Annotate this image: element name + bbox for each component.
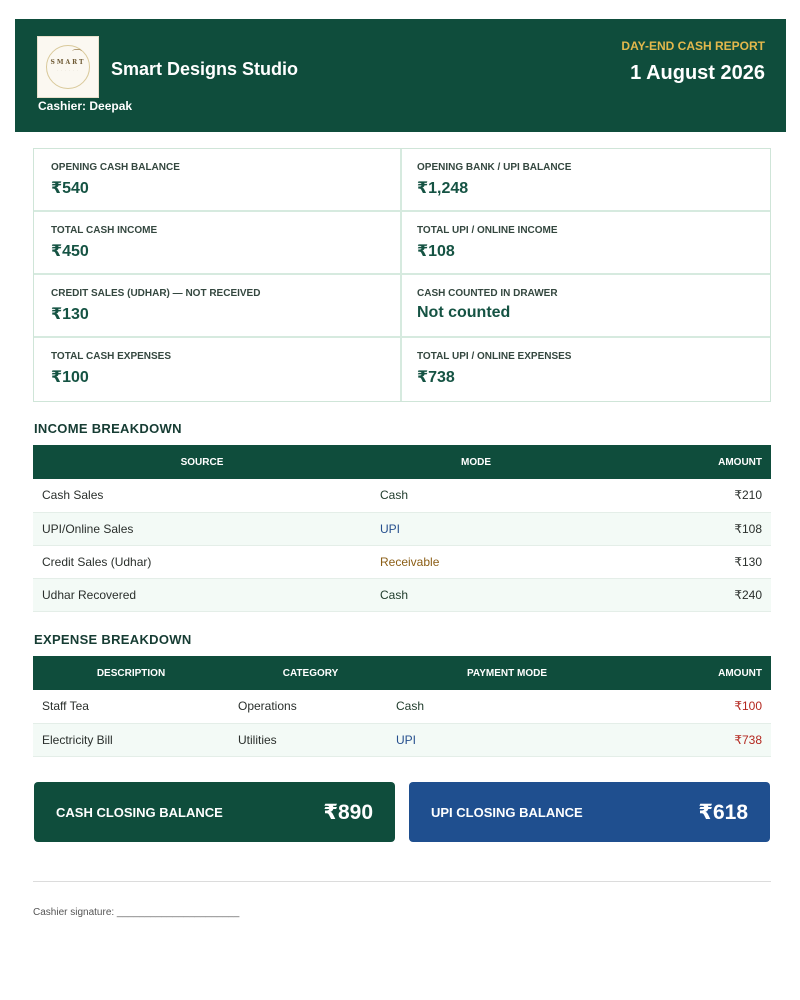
income-amount: ₹210: [734, 488, 762, 503]
cash-closing-value: ₹890: [323, 801, 373, 824]
expense-description: Electricity Bill: [42, 732, 113, 747]
opening-cash-cell: [34, 149, 402, 212]
expense-category-header: CATEGORY: [282, 667, 339, 679]
cash-income-label: TOTAL CASH INCOME: [51, 225, 158, 236]
income-mode: Cash: [380, 488, 409, 503]
studio-logo: [37, 36, 99, 98]
expense-table: [33, 656, 771, 757]
cash-closing-card: [34, 782, 395, 842]
table-row: [33, 690, 771, 723]
income-source-header: SOURCE: [180, 456, 224, 468]
table-row: [33, 512, 771, 545]
expense-amount: ₹738: [734, 732, 762, 747]
income-source: Credit Sales (Udhar): [42, 554, 152, 569]
expense-description-header: DESCRIPTION: [96, 667, 166, 679]
income-amount-header: AMOUNT: [718, 456, 762, 468]
table-row: [33, 578, 771, 611]
report-header: [15, 19, 786, 132]
opening-cash-label: OPENING CASH BALANCE: [51, 162, 180, 173]
income-source: Udhar Recovered: [42, 587, 137, 602]
income-table: [33, 445, 771, 612]
income-mode: Cash: [380, 587, 409, 602]
opening-bank-value: ₹1,248: [417, 180, 469, 197]
logo-subtext: · · · · · ·: [57, 68, 79, 72]
report-date: 1 August 2026: [630, 62, 765, 84]
footer-divider: [33, 881, 771, 882]
logo-ring: [46, 45, 90, 89]
opening-bank-cell: [402, 149, 770, 212]
credit-sales-value: ₹130: [51, 306, 89, 323]
report-label: DAY-END CASH REPORT: [621, 39, 765, 53]
income-source: UPI/Online Sales: [42, 521, 134, 536]
expense-description: Staff Tea: [42, 699, 89, 714]
income-mode-header: MODE: [461, 456, 491, 468]
table-row: [33, 723, 771, 756]
upi-income-cell: [402, 212, 770, 275]
table-row: [33, 545, 771, 578]
income-amount: ₹130: [734, 554, 762, 569]
cash-expenses-value: ₹100: [51, 369, 89, 386]
cash-counted-value: Not counted: [417, 304, 511, 321]
expense-payment-mode-header: PAYMENT MODE: [466, 667, 547, 679]
income-source: Cash Sales: [42, 488, 104, 503]
credit-sales-cell: [34, 275, 402, 338]
cashier-name: Cashier: Deepak: [38, 99, 133, 113]
upi-closing-card: [409, 782, 770, 842]
expense-payment-mode: Cash: [396, 699, 425, 714]
upi-expenses-cell: [402, 338, 770, 401]
expense-amount: ₹100: [734, 699, 762, 714]
upi-expenses-label: TOTAL UPI / ONLINE EXPENSES: [417, 351, 572, 362]
upi-expenses-value: ₹738: [417, 369, 455, 386]
income-amount: ₹108: [734, 521, 762, 536]
cash-income-value: ₹450: [51, 243, 89, 260]
expense-category: Utilities: [238, 732, 277, 747]
studio-name: Smart Designs Studio: [111, 59, 299, 79]
expense-table-header: [33, 656, 771, 690]
income-mode: Receivable: [380, 554, 440, 569]
cash-counted-label: CASH COUNTED IN DRAWER: [417, 288, 558, 299]
opening-bank-label: OPENING BANK / UPI BALANCE: [417, 162, 572, 173]
expense-payment-mode: UPI: [396, 732, 417, 747]
cash-counted-cell: [402, 275, 770, 338]
income-table-header: [33, 445, 771, 479]
cash-expenses-label: TOTAL CASH EXPENSES: [51, 351, 172, 362]
expense-category: Operations: [238, 699, 297, 714]
upi-income-value: ₹108: [417, 243, 455, 260]
income-amount: ₹240: [734, 587, 762, 602]
expense-breakdown-title: EXPENSE BREAKDOWN: [34, 632, 192, 647]
credit-sales-label: CREDIT SALES (UDHAR) — NOT RECEIVED: [51, 288, 261, 299]
bird-icon: ⌒: [72, 50, 82, 61]
logo-text: SMART: [50, 59, 86, 66]
upi-closing-value: ₹618: [698, 801, 748, 824]
expense-amount-header: AMOUNT: [718, 667, 762, 679]
upi-closing-label: UPI CLOSING BALANCE: [431, 805, 583, 820]
upi-income-label: TOTAL UPI / ONLINE INCOME: [417, 225, 558, 236]
opening-cash-value: ₹540: [51, 180, 89, 197]
income-mode: UPI: [380, 521, 401, 536]
cash-income-cell: [34, 212, 402, 275]
cash-expenses-cell: [34, 338, 402, 401]
table-row: [33, 479, 771, 512]
summary-panel: [33, 148, 771, 402]
cash-closing-label: CASH CLOSING BALANCE: [56, 805, 223, 820]
income-breakdown-title: INCOME BREAKDOWN: [34, 421, 182, 436]
cashier-signature-line: Cashier signature: ______________________: [33, 907, 240, 918]
